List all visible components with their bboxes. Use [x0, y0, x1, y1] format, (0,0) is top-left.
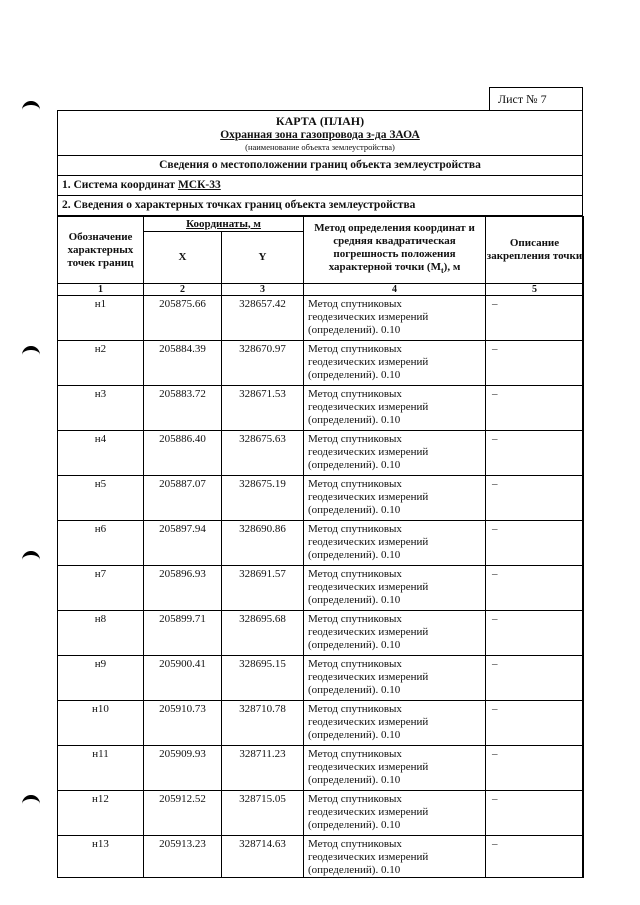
- point-method: [304, 791, 486, 836]
- point-x: 205896.93: [144, 566, 222, 611]
- method-line: Метод спутниковых: [308, 793, 402, 805]
- point-x: 205900.41: [144, 656, 222, 701]
- method-line: Метод спутниковых: [308, 343, 402, 355]
- table-row: [58, 296, 584, 341]
- sheet-number: Лист № 7: [498, 92, 547, 106]
- column-number: 5: [486, 284, 584, 296]
- method-line: (определений). 0.10: [308, 594, 401, 606]
- point-y: 328715.05: [222, 791, 304, 836]
- table-row: [58, 701, 584, 746]
- point-fixing: –: [486, 746, 584, 791]
- point-method: [304, 341, 486, 386]
- table-row: [58, 656, 584, 701]
- column-number: 1: [58, 284, 144, 296]
- method-line: геодезических измерений: [308, 806, 429, 818]
- header-fixing: Описание закрепления точки: [486, 217, 584, 284]
- point-fixing: –: [486, 296, 584, 341]
- point-fixing: –: [486, 476, 584, 521]
- point-method: [304, 746, 486, 791]
- method-line: геодезических измерений: [308, 356, 429, 368]
- point-x: 205886.40: [144, 431, 222, 476]
- method-line: (определений). 0.10: [308, 369, 401, 381]
- point-id: н3: [58, 386, 144, 431]
- method-line: геодезических измерений: [308, 401, 429, 413]
- point-fixing: –: [486, 701, 584, 746]
- point-id: н4: [58, 431, 144, 476]
- title-block: [58, 111, 582, 156]
- method-line: Метод спутниковых: [308, 478, 402, 490]
- coordinate-system-name: МСК-33: [177, 179, 221, 191]
- point-id: н7: [58, 566, 144, 611]
- point-x: 205913.23: [144, 836, 222, 878]
- method-line: (определений). 0.10: [308, 864, 401, 876]
- object-name: Охранная зона газопровода з-да ЗАОА: [220, 129, 420, 141]
- point-id: н13: [58, 836, 144, 878]
- table-row: [58, 386, 584, 431]
- column-number: 4: [304, 284, 486, 296]
- point-y: 328711.23: [222, 746, 304, 791]
- method-line: геодезических измерений: [308, 446, 429, 458]
- header-method-subscript: t: [440, 266, 444, 276]
- method-line: (определений). 0.10: [308, 774, 401, 786]
- header-method-tail: ), м: [443, 261, 461, 274]
- coordinate-system-label: 1. Система координат: [62, 179, 178, 191]
- method-line: Метод спутниковых: [308, 658, 402, 670]
- point-x: 205884.39: [144, 341, 222, 386]
- column-number: 2: [144, 284, 222, 296]
- method-line: Метод спутниковых: [308, 388, 402, 400]
- point-id: н5: [58, 476, 144, 521]
- method-line: Метод спутниковых: [308, 703, 402, 715]
- point-y: 328657.42: [222, 296, 304, 341]
- point-y: 328675.63: [222, 431, 304, 476]
- point-x: 205910.73: [144, 701, 222, 746]
- section-points-heading: 2. Сведения о характерных точках границ объекта землеустройства: [58, 196, 582, 216]
- method-line: геодезических измерений: [308, 851, 429, 863]
- point-fixing: –: [486, 611, 584, 656]
- method-line: (определений). 0.10: [308, 504, 401, 516]
- table-row: [58, 791, 584, 836]
- point-fixing: –: [486, 521, 584, 566]
- table-row: [58, 836, 584, 878]
- method-line: геодезических измерений: [308, 311, 429, 323]
- method-line: (определений). 0.10: [308, 549, 401, 561]
- point-id: н6: [58, 521, 144, 566]
- method-line: Метод спутниковых: [308, 568, 402, 580]
- table-row: [58, 611, 584, 656]
- method-line: геодезических измерений: [308, 491, 429, 503]
- point-fixing: –: [486, 431, 584, 476]
- column-numbers-row: [58, 284, 584, 296]
- table-row: [58, 521, 584, 566]
- header-designation: Обозначение характерных точек границ: [58, 217, 144, 284]
- point-y: 328714.63: [222, 836, 304, 878]
- table-row: [58, 476, 584, 521]
- point-fixing: –: [486, 791, 584, 836]
- point-fixing: –: [486, 836, 584, 878]
- coordinate-system-line: [58, 176, 582, 196]
- method-line: (определений). 0.10: [308, 639, 401, 651]
- method-line: геодезических измерений: [308, 671, 429, 683]
- method-line: Метод спутниковых: [308, 613, 402, 625]
- document-title: КАРТА (ПЛАН): [275, 114, 365, 128]
- points-table: [57, 216, 584, 878]
- point-id: н9: [58, 656, 144, 701]
- point-id: н2: [58, 341, 144, 386]
- point-y: 328671.53: [222, 386, 304, 431]
- point-method: [304, 701, 486, 746]
- column-number: 3: [222, 284, 304, 296]
- points-table-body: [58, 296, 584, 878]
- table-row: [58, 431, 584, 476]
- method-line: Метод спутниковых: [308, 298, 402, 310]
- method-line: геодезических измерений: [308, 716, 429, 728]
- method-line: (определений). 0.10: [308, 324, 401, 336]
- point-id: н8: [58, 611, 144, 656]
- point-id: н11: [58, 746, 144, 791]
- point-method: [304, 521, 486, 566]
- point-y: 328690.86: [222, 521, 304, 566]
- point-method: [304, 566, 486, 611]
- point-y: 328695.68: [222, 611, 304, 656]
- table-row: [58, 341, 584, 386]
- method-line: Метод спутниковых: [308, 523, 402, 535]
- point-y: 328670.97: [222, 341, 304, 386]
- point-x: 205875.66: [144, 296, 222, 341]
- point-method: [304, 431, 486, 476]
- point-fixing: –: [486, 656, 584, 701]
- method-line: геодезических измерений: [308, 581, 429, 593]
- point-y: 328691.57: [222, 566, 304, 611]
- point-x: 205883.72: [144, 386, 222, 431]
- point-y: 328675.19: [222, 476, 304, 521]
- method-line: Метод спутниковых: [308, 838, 402, 850]
- point-method: [304, 656, 486, 701]
- method-line: (определений). 0.10: [308, 729, 401, 741]
- table-row: [58, 746, 584, 791]
- method-line: геодезических измерений: [308, 626, 429, 638]
- point-fixing: –: [486, 386, 584, 431]
- point-y: 328710.78: [222, 701, 304, 746]
- method-line: геодезических измерений: [308, 761, 429, 773]
- point-method: [304, 386, 486, 431]
- point-method: [304, 611, 486, 656]
- point-fixing: –: [486, 566, 584, 611]
- method-line: (определений). 0.10: [308, 819, 401, 831]
- method-line: (определений). 0.10: [308, 414, 401, 426]
- method-line: геодезических измерений: [308, 536, 429, 548]
- point-x: 205912.52: [144, 791, 222, 836]
- point-y: 328695.15: [222, 656, 304, 701]
- point-x: 205887.07: [144, 476, 222, 521]
- table-row: [58, 566, 584, 611]
- header-method-label: Метод определения координат и средняя квадратическая погрешность положения характерной точки (M: [314, 222, 475, 274]
- point-x: 205899.71: [144, 611, 222, 656]
- header-y: Y: [222, 232, 304, 284]
- header-coordinates: [144, 217, 304, 232]
- point-id: н12: [58, 791, 144, 836]
- section-location-heading: Сведения о местоположении границ объекта землеустройства: [58, 156, 582, 176]
- method-line: (определений). 0.10: [308, 459, 401, 471]
- point-method: [304, 476, 486, 521]
- header-x: X: [144, 232, 222, 284]
- method-line: Метод спутниковых: [308, 433, 402, 445]
- point-method: [304, 836, 486, 878]
- object-caption: (наименование объекта землеустройства): [245, 142, 395, 152]
- method-line: Метод спутниковых: [308, 748, 402, 760]
- header-method: [304, 217, 486, 284]
- method-line: (определений). 0.10: [308, 684, 401, 696]
- point-x: 205909.93: [144, 746, 222, 791]
- point-id: н1: [58, 296, 144, 341]
- point-id: н10: [58, 701, 144, 746]
- point-x: 205897.94: [144, 521, 222, 566]
- point-method: [304, 296, 486, 341]
- header-coordinates-label: Координаты, м: [186, 217, 261, 230]
- point-fixing: –: [486, 341, 584, 386]
- document-frame: [57, 110, 583, 878]
- sheet-number-box: [489, 87, 583, 111]
